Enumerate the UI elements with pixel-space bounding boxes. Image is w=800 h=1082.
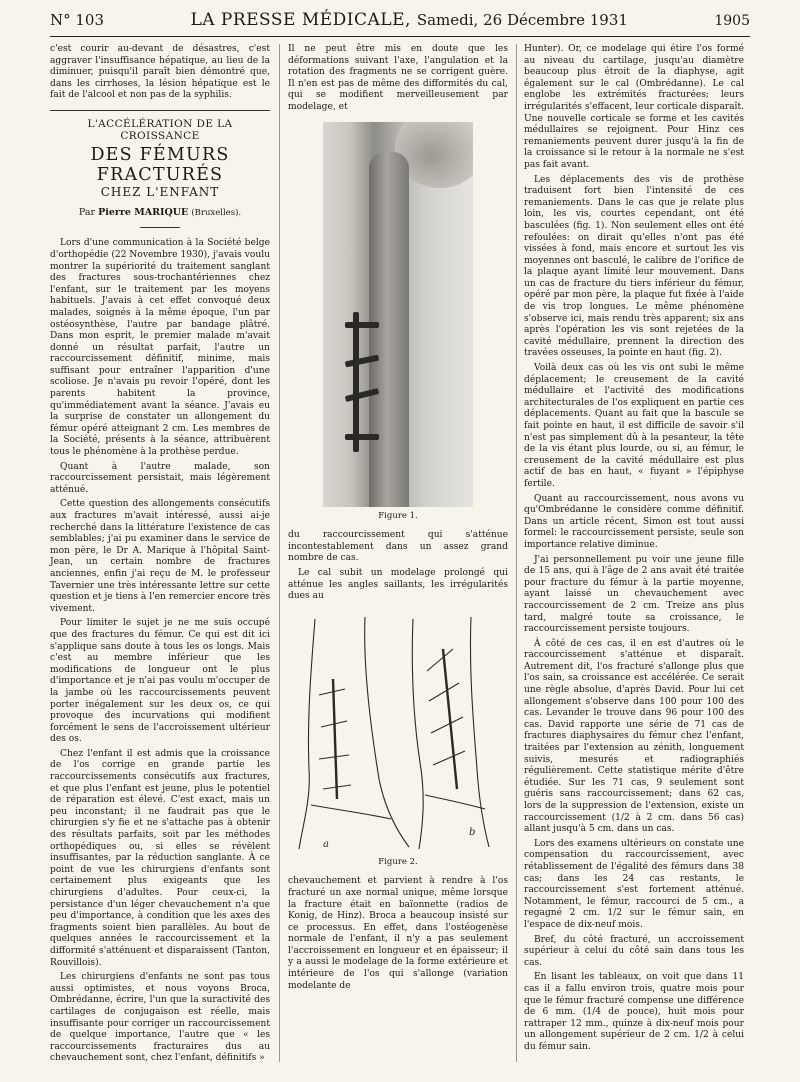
femur-shaft [369,152,409,507]
paragraph: Il ne peut être mis en doute que les déformations suivant l'axe, l'angulation et la rotation des fragments ne se corrigent guère. Il n'en est pas de même des difformités du cal, qui se modifient merveilleusement par modelage, et [288,44,508,112]
author-name: Pierre MARIQUE [98,206,189,218]
previous-article-ending: c'est courir au-devant de désastres, c'est aggraver l'insuffisance hépatique, au lieu de la diminuer, puisqu'il paraît bien démontré que, dans les cirrhoses, la lésion hépatique est le fait de l'alcool et non pas de la syphilis. [50,44,270,101]
issue-number: N° 103 [50,11,105,29]
bone-outline-b-left [412,619,423,849]
paragraph: Quant au raccourcissement, nous avons vu qu'Ombrédanne le considère comme définitif. Dans un article récent, Simon est tout aussi formel: le raccourcissement persiste, seule son importance relative diminue. [524,493,744,550]
screw-b [427,649,453,671]
screw-b [429,683,459,701]
page-number: 1905 [714,13,750,29]
osteosynthesis-plate [353,312,359,452]
paragraph: Bref, du côté fracturé, un accroissement supérieur à celui du côté sain dans tous les cas. [524,934,744,968]
article-subhead: CHEZ L'ENFANT [100,185,220,200]
paragraph: En lisant les tableaux, on voit que dans 11 cas il a fallu environ trois, quatre mois pour que le fémur fracturé compense une différence de 6 mm. (1/4 de pouce), huit mois pour rattraper 12 mm., quinze à dix-neuf mois pour un allongement supérieur de 2 cm. 1/2 à celui du fémur sain. [524,972,744,1052]
paragraph: Les chirurgiens d'enfants ne sont pas tous aussi optimistes, et nous voyons Broca, Ombrédanne, écrire, l'un que la suractivité des cartilages de conjugaison est réelle, mais insuffisante pour corriger un raccourcissement de quelque importance, l'autre que « les raccourcissements fracturaires dus au chevauchement sont, chez l'enfant, définitifs » [50,972,270,1064]
column-divider [516,44,517,1062]
column-divider [279,44,280,1062]
screw-b [431,717,463,733]
column-1 [50,44,270,1068]
paragraph: chevauchement et parvient à rendre à l'os fracturé un axe normal unique, même lorsque la fracture était en baïonnette (radios de Konig, de Hinz). Broca a beaucoup insisté sur ce processus. En effet, dans l'ostéogenèse normale de l'enfant, il n'y a pas seulement l'accroissement en longueur et en épaisseur; il y a aussi le modelage de la forme extérieure et intérieure de l'os qui s'allonge (variation modelante de [288,876,508,991]
journal-name: LA PRESSE MÉDICALE, [190,10,411,30]
paragraph: Hunter). Or, ce modelage qui étire l'os formé au niveau du cartilage, jusqu'au diamètre beaucoup plus étroit de la diaphyse, agit également sur le cal (Ombrédanne). Le cal englobe les extrémités fracturées; leurs irrégularités s'effacent, leur corticale disparaît. Une nouvelle corticale se forme et les cavités médullaires se rejoignent. Pour Hinz ces remaniements peuvent durer jusqu'à la fin de la croissance si le retour à la normale ne s'est pas fait avant. [524,44,744,170]
screw [345,322,379,328]
running-header [50,10,750,37]
byline-prefix: Par [78,206,96,218]
plate-a [333,679,337,799]
bone-outline-a-left [299,619,315,849]
figure-1-caption: Figure 1. [378,510,418,521]
article-kicker: L'ACCÉLÉRATION DE LA CROISSANCE [87,117,233,142]
screw-b [433,751,465,765]
column-2 [288,44,508,995]
screw-a [319,755,349,759]
article-headline: DES FÉMURS FRACTURÉS [90,145,230,186]
bone-outline-a-right [365,617,409,847]
epiphysis-line-b [425,795,485,809]
figure-2-caption: Figure 2. [378,856,418,867]
screw [345,434,379,440]
paragraph: du raccourcissement qui s'atténue incontestablement dans un assez grand nombre de cas. [288,530,508,564]
figure-2-label-a: a [323,838,329,850]
paragraph: Le cal subit un modelage prolongé qui atténue les angles saillants, les irrégularités dues au [288,567,508,602]
paragraph: Voilà deux cas où les vis ont subi le même déplacement; le creusement de la cavité médullaire et l'activité des modifications architecturales de l'os expliquent en partie ces déplacements. Quant au fait que la bascule se fait pointe en haut, il est difficile de savoir s'il n'est pas simplement dû à la pesanteur, la tête de la vis étant plus lourde, ou si, au fémur, le creusement de la cavité médullaire est plus actif de bas en haut, « fuyant » l'épiphyse fertile. [524,363,744,489]
paragraph: Les déplacements des vis de prothèse traduisent fort bien l'intensité de ces remaniements. Dans le cas que je relate plus loin, les vis, courtes cependant, ont été basculées (fig. 1). Non seulement elles ont été refoulées: on dirait qu'elles n'ont pas été vissées à fond, mais encore et surtout les vis moyennes ont basculé, le calibre de l'orifice de la plaque ayant limité leur mouvement. Dans un cas de fracture du tiers inférieur du fémur, opéré par mon père, la plaque fut fixée à l'aide de vis trop longues. Le même phénomène s'observe ici, mais rendu très apparent; six ans après l'opération les vis sont rejetées de la cavité médullaire, prennent la direction des travées osseuses, la pointe en haut (fig. 2). [524,174,744,359]
figure-2-drawing [293,609,503,855]
paragraph: Pour limiter le sujet je ne me suis occupé que des fractures du fémur. Ce qui est dit ici s'applique sans doute à tous les os longs. Mais c'est au membre inférieur que les modifications de longueur ont le plus d'importance et je n'ai pas voulu m'occuper de la jambe où les raccourcissements peuvent porter inégalement sur les deux os, ce qui provoque des incurvations qui modifient forcément le sens de l'accroissement ultérieur des os. [50,618,270,745]
bone-outline-b-right [470,617,489,847]
paragraph: Cette question des allongements consécutifs aux fractures m'avait intéressé, aussi ai-je recherché dans la littérature l'existence de cas semblables; j'ai pu examiner dans le service de mon père, le Dr A. Marique à l'hôpital Saint-Jean, un certain nombre de fractures anciennes, enfin j'ai reçu de M. le professeur Tavernier une très intéressante lettre sur cette question et je tiens à l'en remercier encore très vivement. [50,499,270,614]
paragraph: Lors d'une communication à la Société belge d'orthopédie (22 Novembre 1930), j'avais voulu montrer la supériorité du traitement sanglant des fractures sous-trochantériennes chez l'enfant, sur le traitement par les moyens habituels. J'avais à cet effet convoqué deux malades, soignés à la même époque, l'un par ostéosynthèse, l'autre par bandage plâtré. Dans mon esprit, le premier malade m'avait donné un résultat parfait, l'autre un raccourcissement définitif, minime, mais suffisant pour entraîner l'apparition d'une scoliose. Je n'avais pu revoir l'opéré, dont les parents habitent la province, qu'immédiatement avant la séance. J'avais eu la surprise de constater un allongement du fémur opéré atteignant 2 cm. Les membres de la Société, présents à la séance, attribuèrent tous le phénomène à la prothèse perdue. [50,238,270,458]
paragraph: J'ai personnellement pu voir une jeune fille de 15 ans, qui à l'âge de 2 ans avait été traitée pour fracture du fémur à la partie moyenne, ayant laissé un chevauchement avec raccourcissement de 2 cm. Treize ans plus tard, malgré toute sa croissance, le raccourcissement persiste toujours. [524,554,744,635]
issue-date: Samedi, 26 Décembre 1931 [416,11,628,29]
figure-1-radiograph [323,122,473,507]
article-heading [50,110,270,228]
journal-title [190,10,628,30]
plate-b [443,649,457,789]
heading-rule [140,227,180,228]
paragraph: Lors des examens ultérieurs on constate une compensation du raccourcissement, avec rétablissement de l'égalité des fémurs dans 38 cas; dans les 24 cas restants, le raccourcissement s'est fortement atténué. Notamment, le fémur, raccourci de 5 cm., a regagné 2 cm. 1/2 sur le fémur sain, en l'espace de dix-neuf mois. [524,838,744,930]
epiphysis-line-a [311,805,391,819]
paragraph: Quant à l'autre malade, son raccourcissement persistait, mais légèrement atténué. [50,461,270,495]
screw-a [319,689,345,695]
article-byline [50,207,270,220]
author-affiliation: (Bruxelles). [191,207,242,218]
paragraph: Chez l'enfant il est admis que la croissance de l'os corrige en grande partie les raccourcissements consécutifs aux fractures, et que plus l'enfant est jeune, plus le potentiel de réparation est élevé. C'est exact, mais un peu inconstant; il ne faudrait pas que le chirurgien s'y fie et ne s'attache pas à obtenir des résultats parfaits, soit par les méthodes orthopédiques ou, si elles se révèlent insuffisantes, par la réduction sanglante. À ce point de vue les chirurgiens d'enfants sont certainement plus exigeants que les chirurgiens d'adultes. Pour ceux-ci, la persistance d'un léger chevauchement n'a que peu d'importance, à condition que les axes des fragments soient bien parallèles. Au bout de quelques années le raccourcissement et la difformité s'atténuent et disparaissent (Tanton, Rouvillois). [50,748,270,968]
figure-2-label-b: b [469,826,476,838]
column-3 [524,44,744,1056]
paragraph: À côté de ces cas, il en est d'autres où le raccourcissement s'atténue et disparaît. Autrement dit, l'os fracturé s'allonge plus que l'os sain, sa croissance est accélérée. Ce serait une règle absolue, d'après David. Pour lui cet allongement s'observe dans 100 pour 100 des cas. Levander le trouve dans 96 pour 100 des cas. David rapporte une série de 71 cas de fractures diaphysaires du fémur chez l'enfant, traitées par l'extension au zénith, longuement suivis, mesurés et radiographiés régulièrement. Cette statistique mérite d'être étudiée. Sur les 71 cas, 9 seulement sont guéris sans raccourcissement; dans 62 cas, lors de la suppression de l'extension, existe un raccourcissement (1/2 à 2 cm. dans 56 cas) allant jusqu'à 5 cm. dans un cas. [524,638,744,835]
